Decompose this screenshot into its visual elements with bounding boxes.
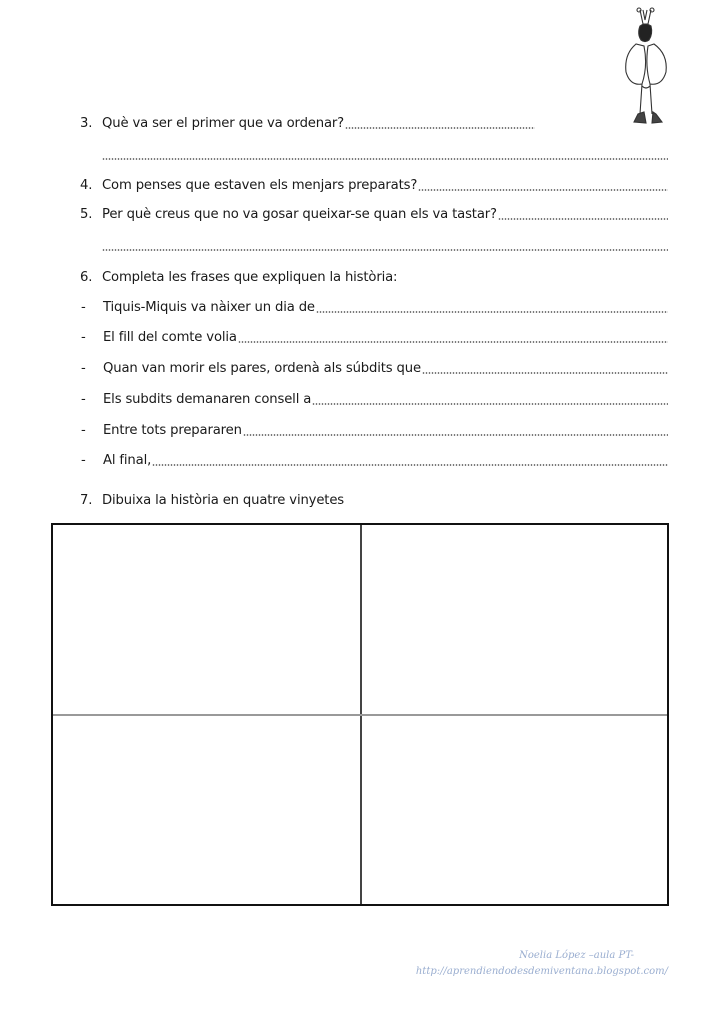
question-4 bbox=[80, 174, 668, 194]
comic-panel-4[interactable] bbox=[362, 716, 667, 904]
sentence-item bbox=[80, 419, 668, 439]
sentence-item bbox=[80, 357, 668, 377]
sentence-item bbox=[80, 296, 668, 316]
question-number: 7. bbox=[80, 493, 93, 508]
question-number: 4. bbox=[80, 178, 93, 193]
answer-line[interactable] bbox=[102, 158, 668, 160]
answer-line[interactable] bbox=[422, 372, 668, 374]
answer-line[interactable] bbox=[238, 341, 668, 343]
sentence-text: Entre tots prepararen bbox=[103, 423, 242, 438]
blog-url: http://aprendiendodesdemiventana.blogspot.com/ bbox=[415, 966, 668, 977]
sentence-text: Al final, bbox=[103, 453, 152, 468]
bullet-dash: - bbox=[81, 392, 86, 407]
sentence-item bbox=[80, 388, 668, 408]
question-6 bbox=[80, 266, 668, 286]
footer-credit bbox=[416, 948, 668, 980]
comic-panel-1[interactable] bbox=[53, 525, 360, 714]
question-number: 5. bbox=[80, 207, 93, 222]
comic-panel-3[interactable] bbox=[53, 716, 360, 904]
question-3 bbox=[80, 112, 668, 132]
sentence-text: Quan van morir els pares, ordenà als súbdits que bbox=[103, 361, 421, 376]
question-text: Què va ser el primer que va ordenar? bbox=[102, 116, 345, 131]
answer-line[interactable] bbox=[312, 403, 668, 405]
answer-line[interactable] bbox=[498, 218, 668, 220]
answer-line[interactable] bbox=[345, 127, 535, 129]
sentence-text: El fill del comte volia bbox=[103, 330, 237, 345]
answer-line[interactable] bbox=[418, 189, 668, 191]
answer-line[interactable] bbox=[316, 311, 668, 313]
answer-line[interactable] bbox=[243, 434, 668, 436]
comic-panel-grid bbox=[51, 523, 669, 906]
author-credit: Noelia López –aula PT- bbox=[519, 950, 634, 961]
comic-panel-2[interactable] bbox=[362, 525, 667, 714]
question-text: Completa les frases que expliquen la història: bbox=[102, 270, 398, 285]
question-text: Per què creus que no va gosar queixar-se quan els va tastar? bbox=[102, 207, 497, 222]
question-5-extra-line bbox=[80, 234, 668, 254]
bullet-dash: - bbox=[81, 361, 86, 376]
sentence-text: Els subdits demanaren consell a bbox=[103, 392, 312, 407]
answer-line[interactable] bbox=[152, 464, 668, 466]
question-text: Dibuixa la història en quatre vinyetes bbox=[102, 493, 344, 508]
question-number: 3. bbox=[80, 116, 93, 131]
question-5 bbox=[80, 203, 668, 223]
question-3-extra-line bbox=[80, 143, 668, 163]
bullet-dash: - bbox=[81, 300, 86, 315]
bullet-dash: - bbox=[81, 453, 86, 468]
question-text: Com penses que estaven els menjars preparats? bbox=[102, 178, 418, 193]
sentence-item bbox=[80, 326, 668, 346]
answer-line[interactable] bbox=[102, 249, 668, 251]
bullet-dash: - bbox=[81, 330, 86, 345]
sentence-item bbox=[80, 449, 668, 469]
question-7 bbox=[80, 489, 668, 509]
sentence-text: Tiquis-Miquis va nàixer un dia de bbox=[103, 300, 315, 315]
horizontal-divider bbox=[53, 714, 667, 716]
bullet-dash: - bbox=[81, 423, 86, 438]
question-number: 6. bbox=[80, 270, 93, 285]
